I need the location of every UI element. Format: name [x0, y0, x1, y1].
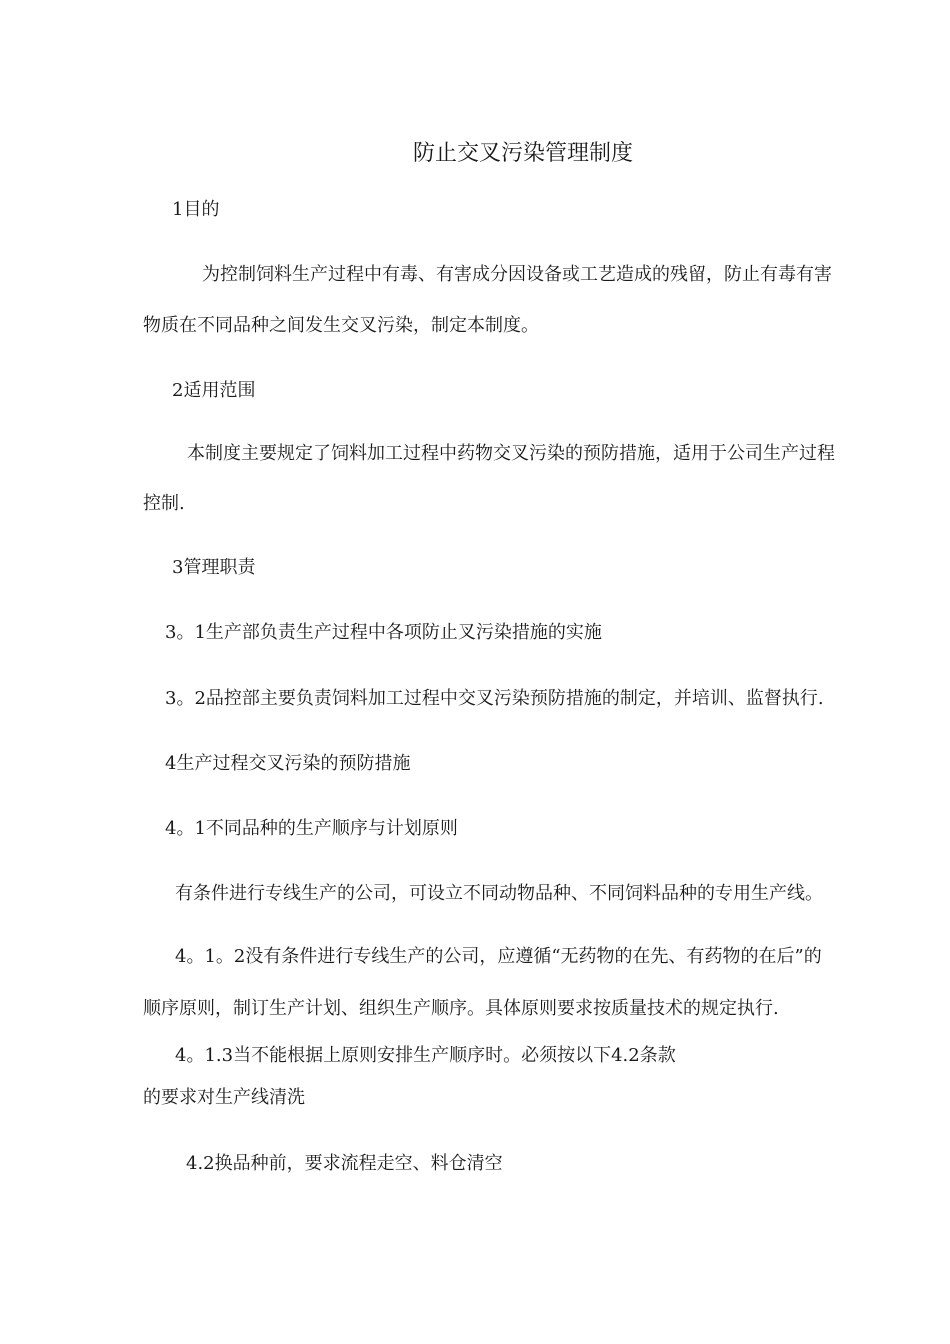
section-1-body-line-1: 为控制饲料生产过程中有毒、有害成分因设备或工艺造成的残留，防止有毒有害: [202, 264, 832, 285]
section-1-body-line-2: 物质在不同品种之间发生交叉污染，制定本制度。: [143, 315, 539, 336]
section-4-1-2-line-2: 顺序原则，制订生产计划、组织生产顺序。具体原则要求按质量技术的规定执行.: [143, 998, 779, 1019]
section-4-2: 4.2换品种前，要求流程走空、料仓清空: [186, 1153, 503, 1174]
section-2-body-line-1: 本制度主要规定了饲料加工过程中药物交叉污染的预防措施，适用于公司生产过程: [187, 443, 835, 464]
section-3-1: 3。1生产部负责生产过程中各项防止叉污染措施的实施: [165, 622, 602, 643]
section-3-2: 3。2品控部主要负责饲料加工过程中交叉污染预防措施的制定，并培训、监督执行.: [165, 688, 824, 709]
section-2-heading: 2适用范围: [172, 380, 256, 401]
section-4-heading: 4生产过程交叉污染的预防措施: [165, 753, 411, 774]
section-4-1-1: 有条件进行专线生产的公司，可设立不同动物品种、不同饲料品种的专用生产线。: [175, 883, 823, 904]
section-1-heading: 1目的: [172, 199, 220, 220]
document-title: 防止交叉污染管理制度: [413, 141, 634, 166]
section-4-1-3-line-1: 4。1.3当不能根据上原则安排生产顺序时。必须按以下4.2条款: [175, 1045, 676, 1066]
section-4-1-2-line-1: 4。1。2没有条件进行专线生产的公司，应遵循“无药物的在先、有药物的在后”的: [175, 946, 822, 967]
section-4-1: 4。1不同品种的生产顺序与计划原则: [165, 818, 458, 839]
section-2-body-line-2: 控制.: [143, 493, 185, 514]
section-3-heading: 3管理职责: [172, 557, 256, 578]
section-4-1-3-line-2: 的要求对生产线清洗: [143, 1087, 305, 1108]
